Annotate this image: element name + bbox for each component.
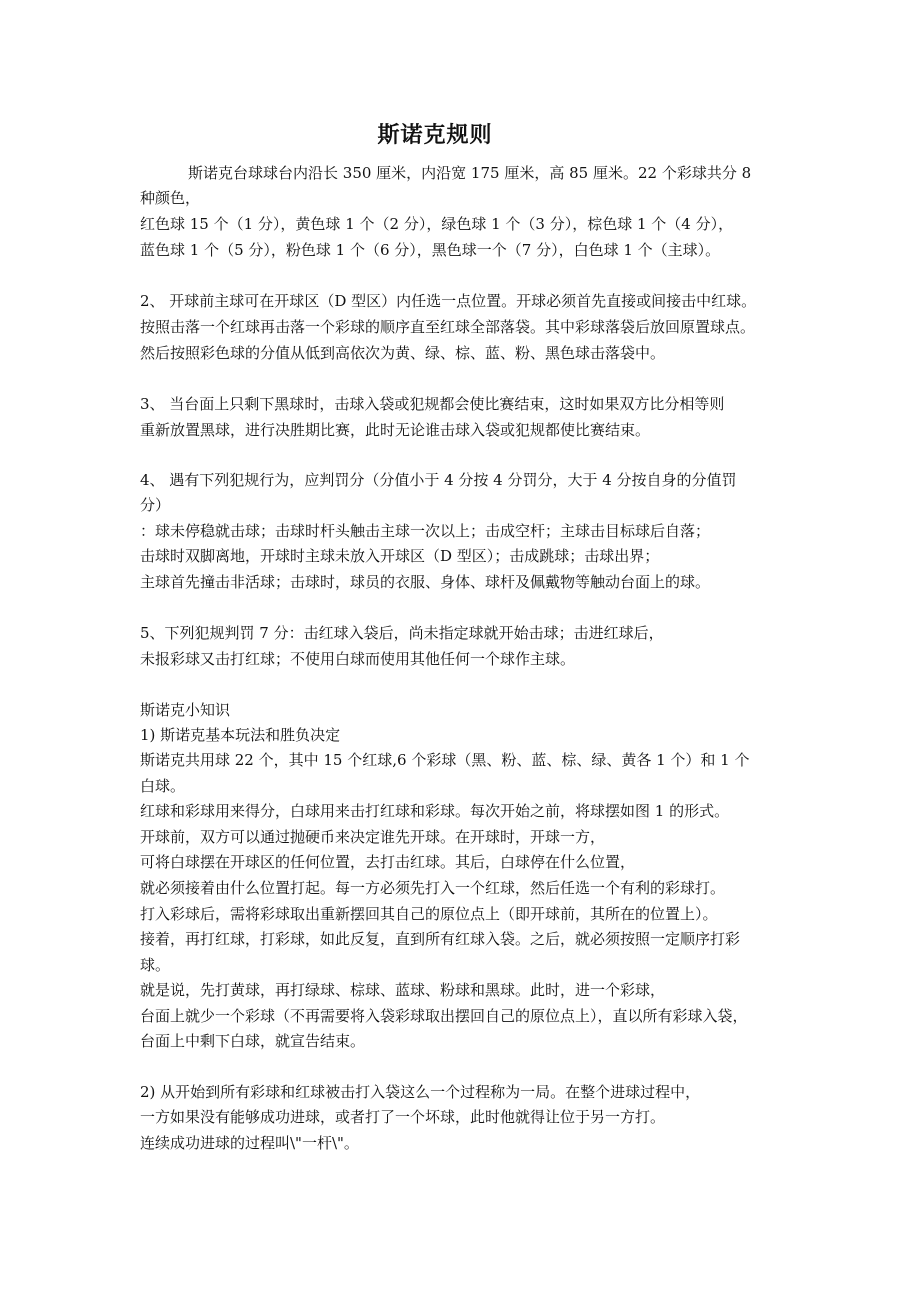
text-line: 红色球 15 个（1 分），黄色球 1 个（2 分），绿色球 1 个（3 分），棕色球 1 个（4 分）， bbox=[140, 215, 734, 233]
text-line: 连续成功进球的过程叫\"一杆\"。 bbox=[140, 1134, 359, 1152]
text-line: 可将白球摆在开球区的任何位置，去打击红球。其后，白球停在什么位置， bbox=[140, 853, 636, 871]
text-line: 斯诺克台球球台内沿长 350 厘米，内沿宽 175 厘米，高 85 厘米。22 个彩球共分 8 bbox=[188, 164, 752, 182]
text-line: 接着，再打红球，打彩球，如此反复，直到所有红球入袋。之后，就必须按照一定顺序打彩 bbox=[140, 930, 741, 948]
text-line: 台面上就少一个彩球（不再需要将入袋彩球取出摆回自己的原位点上），直以所有彩球入袋， bbox=[140, 1007, 748, 1025]
text-line: 然后按照彩色球的分值从低到高依次为黄、绿、棕、蓝、粉、黑色球击落袋中。 bbox=[140, 344, 666, 362]
text-line: 球。 bbox=[140, 956, 171, 974]
text-line: 开球前，双方可以通过抛硬币来决定谁先开球。在开球时，开球一方， bbox=[140, 828, 606, 846]
text-line: 蓝色球 1 个（5 分），粉色球 1 个（6 分），黑色球一个（7 分），白色球 1 个（主球）。 bbox=[140, 241, 721, 259]
text-line: 1) 斯诺克基本玩法和胜负决定 bbox=[140, 726, 341, 744]
text-line: 5、下列犯规判罚 7 分：击红球入袋后，尚未指定球就开始击球；击进红球后， bbox=[140, 624, 664, 642]
text-line: 白球。 bbox=[140, 777, 186, 795]
text-line: 就必须接着由什么位置打起。每一方必须先打入一个红球，然后任选一个有利的彩球打。 bbox=[140, 879, 726, 897]
text-line: 重新放置黑球，进行决胜期比赛，此时无论谁击球入袋或犯规都使比赛结束。 bbox=[140, 421, 651, 439]
text-line: 台面上中剩下白球，就宣告结束。 bbox=[140, 1032, 366, 1050]
text-line: 分） bbox=[140, 496, 171, 514]
text-line: 就是说，先打黄球，再打绿球、棕球、蓝球、粉球和黑球。此时，进一个彩球， bbox=[140, 981, 666, 999]
text-line: 一方如果没有能够成功进球，或者打了一个坏球，此时他就得让位于另一方打。 bbox=[140, 1108, 666, 1126]
text-line: 斯诺克小知识 bbox=[140, 701, 231, 719]
text-line: 2、 开球前主球可在开球区（D 型区）内任选一点位置。开球必须首先直接或间接击中红球。 bbox=[140, 292, 757, 310]
text-line: 2) 从开始到所有彩球和红球被击打入袋这么一个过程称为一局。在整个进球过程中， bbox=[140, 1083, 701, 1101]
text-line: 击球时双脚离地，开球时主球未放入开球区（D 型区）；击成跳球；击球出界； bbox=[140, 547, 660, 565]
text-line: 主球首先撞击非活球；击球时，球员的衣服、身体、球杆及佩戴物等触动台面上的球。 bbox=[140, 573, 711, 591]
text-line: 斯诺克共用球 22 个，其中 15 个红球,6 个彩球（黑、粉、蓝、棕、绿、黄各 1 个）和 1 个 bbox=[140, 751, 750, 769]
text-line: ：球未停稳就击球；击球时杆头触击主球一次以上；击成空杆；主球击目标球后自落； bbox=[140, 522, 711, 540]
text-line: 打入彩球后，需将彩球取出重新摆回其自己的原位点上（即开球前，其所在的位置上）。 bbox=[140, 905, 718, 923]
text-line: 按照击落一个红球再击落一个彩球的顺序直至红球全部落袋。其中彩球落袋后放回原置球点。 bbox=[140, 318, 756, 336]
text-line: 4、 遇有下列犯规行为，应判罚分（分值小于 4 分按 4 分罚分，大于 4 分按自身的分值罚 bbox=[140, 471, 737, 489]
text-line: 种颜色， bbox=[140, 189, 201, 207]
text-line: 3、 当台面上只剩下黑球时，击球入袋或犯规都会使比赛结束，这时如果双方比分相等则 bbox=[140, 395, 725, 413]
text-line: 红球和彩球用来得分，白球用来击打红球和彩球。每次开始之前，将球摆如图 1 的形式。 bbox=[140, 802, 730, 820]
text-line: 未报彩球又击打红球；不使用白球而使用其他任何一个球作主球。 bbox=[140, 650, 576, 668]
page-title: 斯诺克规则 bbox=[377, 122, 493, 148]
